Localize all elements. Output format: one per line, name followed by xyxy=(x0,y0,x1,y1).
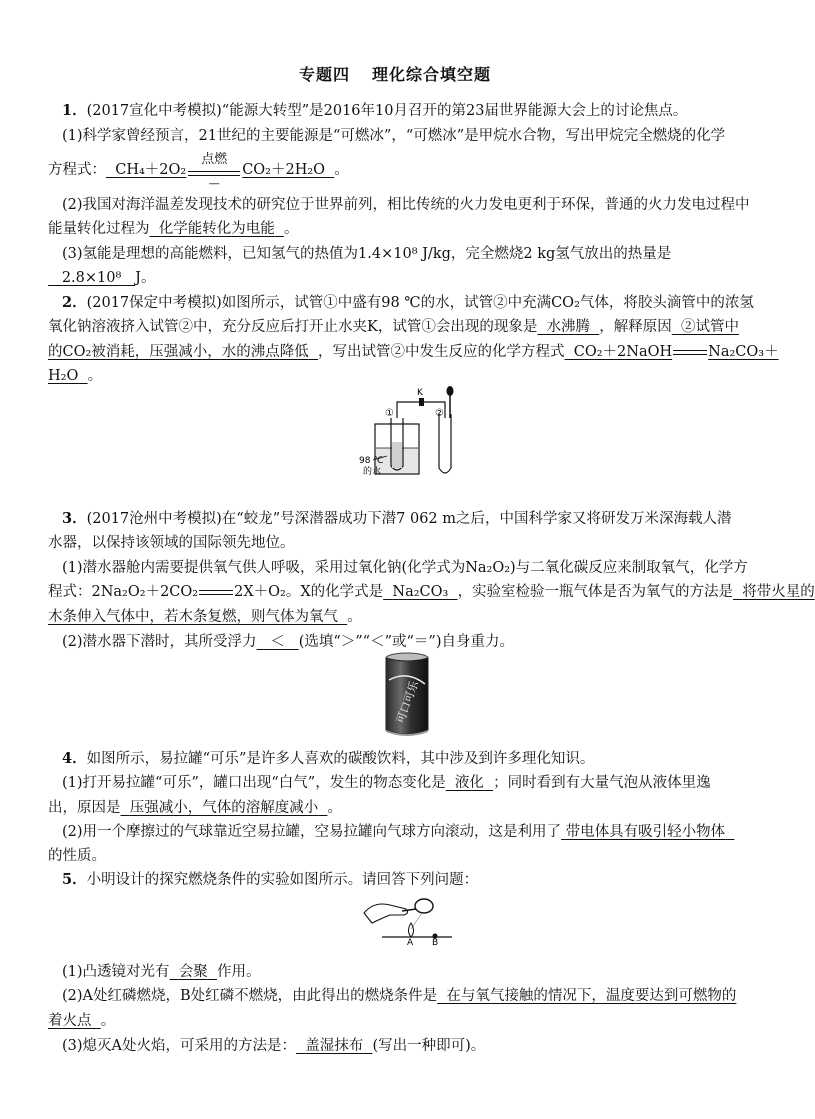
q1-part2-line2 xyxy=(48,219,748,239)
water-label-line1: 98 ℃ xyxy=(359,456,384,466)
q3-number: 3． xyxy=(62,510,87,527)
q1-part3-answer-text: 2.8×10⁸ xyxy=(61,270,122,286)
q4-cola-can-figure xyxy=(377,650,437,738)
q3-answer-2-end xyxy=(48,609,347,625)
q1-part2-answer-text: 化学能转化为电能 xyxy=(158,221,275,237)
q1-eq-left: CH₄＋2O₂ xyxy=(115,162,187,178)
q3-eq-left: 程式：2Na₂O₂＋2CO₂ xyxy=(48,584,199,600)
q4-part1-line1 xyxy=(62,773,762,793)
q3-answer-1-text: Na₂CO₃ xyxy=(392,584,449,600)
q4-answer-2-text: 压强减小，气体的溶解度减小 xyxy=(129,800,319,816)
q4-answer-1 xyxy=(446,775,493,791)
tube1-label: ① xyxy=(385,408,394,419)
q4-answer-2 xyxy=(121,800,328,816)
dropper-bulb-shape xyxy=(447,386,454,396)
q5-part1 xyxy=(62,962,762,982)
q2-line3 xyxy=(48,342,779,362)
q2-apparatus-figure xyxy=(355,384,475,484)
q5-part3-text-b: (写出一种即可)。 xyxy=(372,1038,486,1054)
q1-number: 1． xyxy=(62,102,87,119)
q2-answer-3-end xyxy=(48,368,88,384)
q5-answer-2-end-text: 着火点 xyxy=(48,1013,92,1029)
q1-part3-answer xyxy=(48,270,135,286)
q5-answer-2-start-text: 在与氧气接触的情况下，温度要达到可燃物的 xyxy=(446,988,737,1004)
q5-stem-text: 小明设计的探究燃烧条件的实验如图所示。请回答下列问题： xyxy=(86,872,479,888)
q4-stem xyxy=(62,749,762,769)
q2-answer-2-start-text: ②试管中 xyxy=(681,319,739,335)
q4-part2-line2: 的性质。 xyxy=(48,848,106,864)
q3-line1 xyxy=(62,509,762,529)
clamp-label-k: K xyxy=(417,388,423,398)
q1-part3-line1: (3)氢能是理想的高能燃料，已知氢气的热值为1.4×10⁸ J/kg，完全燃烧2 kg氢气放出的热量是 xyxy=(62,246,672,262)
clamp-shape xyxy=(419,398,424,406)
q5-part1-text-a: (1)凸透镜对光有 xyxy=(62,964,170,980)
q1-eq-end: 。 xyxy=(334,162,349,178)
q5-answer-3 xyxy=(296,1038,372,1054)
q1-part2-prefix: 能量转化过程为 xyxy=(48,221,150,237)
lens-handle-shape xyxy=(402,909,416,911)
q5-answer-3-text: 盖湿抹布 xyxy=(305,1038,364,1054)
q3-part2-text-b: (选填“＞”“＜”或“＝”)自身重力。 xyxy=(298,634,514,650)
q5-answer-2-end xyxy=(48,1013,101,1029)
q3-part1-line2 xyxy=(48,582,815,602)
q4-part1-line2-text: 出，原因是 xyxy=(48,800,121,816)
q3-answer-2-start xyxy=(733,584,815,600)
q3-part2-answer xyxy=(257,634,299,650)
q1-part2-end: 。 xyxy=(283,221,299,237)
q4-number: 4． xyxy=(62,750,87,767)
q4-part1-end: 。 xyxy=(327,800,342,816)
q1-part1-line1: (1)科学家曾经预言，21世纪的主要能源是“可燃冰”，“可燃冰”是甲烷水合物，写出甲烷完全燃烧的化学 xyxy=(62,128,726,144)
title-part-1: 专题四 xyxy=(298,65,350,84)
q5-lens-figure xyxy=(360,893,460,948)
q4-answer-3 xyxy=(561,824,734,840)
q1-eq-right: CO₂＋2H₂O xyxy=(242,162,326,178)
q3-part2 xyxy=(62,632,762,652)
q4-part1-line2 xyxy=(48,798,748,818)
q1-equation-prefix: 方程式： xyxy=(48,162,106,178)
q2-answer-2-end: 的CO₂被消耗，压强减小，水的沸点降低 xyxy=(48,344,309,360)
q3-line2: 水器，以保持该领域的国际领先地位。 xyxy=(48,535,295,551)
q5-part3 xyxy=(62,1036,762,1056)
label-a: A xyxy=(407,938,414,948)
q3-eq-right: 2X＋O₂。X的化学式是 xyxy=(234,584,384,600)
page-title xyxy=(0,62,790,85)
q1-part1-line2 xyxy=(48,152,748,190)
q1-eq-condition-text: 点燃 xyxy=(201,152,228,167)
q1-answer-equation-right xyxy=(242,162,334,178)
q2-line2-text-a: 氧化钠溶液挤入试管②中，充分反应后打开止水夹K，试管①会出现的现象是 xyxy=(48,319,538,335)
q2-line4-end: 。 xyxy=(87,368,103,384)
flame-icon xyxy=(409,923,414,937)
q5-answer-1-text: 会聚 xyxy=(178,964,208,980)
q5-part3-text-a: (3)熄灭A处火焰，可采用的方法是： xyxy=(62,1038,297,1054)
q3-part2-answer-text: ＜ xyxy=(270,634,285,650)
q2-number: 2． xyxy=(62,294,87,311)
q2-answer-2-start xyxy=(672,319,739,335)
q5-number: 5． xyxy=(62,871,87,888)
q2-line1-text: (2017保定中考模拟)如图所示，试管①中盛有98 ℃的水，试管②中充满CO₂气体，将胶头滴管中的浓氢 xyxy=(86,295,754,311)
q5-stem xyxy=(62,870,762,890)
tube1-water-shape xyxy=(392,442,402,468)
tube2-shape xyxy=(439,414,451,473)
q4-part2-text: (2)用一个摩擦过的气球靠近空易拉罐，空易拉罐向气球方向滚动，这是利用了 xyxy=(62,824,562,840)
q3-eq-equal-sign xyxy=(199,590,233,595)
q2-eq-right: Na₂CO₃＋ xyxy=(708,344,779,360)
q1-part2-line1: (2)我国对海洋温差发现技术的研究位于世界前列，相比传统的火力发电更利于环保，普通的火力发电过程中 xyxy=(62,197,750,213)
q4-part1-text-a: (1)打开易拉罐“可乐”，罐口出现“白气”，发生的物态变化是 xyxy=(62,775,446,791)
lens-shape xyxy=(415,899,433,913)
q3-answer-2-start-text: 将带火星的 xyxy=(742,584,815,600)
q3-part1-line3 xyxy=(48,607,748,627)
water-label-line2: 的水 xyxy=(363,467,382,477)
q2-line4 xyxy=(48,366,748,386)
q2-answer-3-start xyxy=(565,344,673,360)
q2-line2 xyxy=(48,317,748,337)
q1-part3-line2 xyxy=(48,268,748,288)
label-b: B xyxy=(432,938,439,948)
tube2-label: ② xyxy=(435,408,444,419)
title-part-2: 理化综合填空题 xyxy=(372,65,492,84)
q5-part2-line1 xyxy=(62,986,762,1006)
q4-part2-line1 xyxy=(62,822,762,842)
q5-answer-1 xyxy=(170,964,217,980)
q2-eq-equal-sign xyxy=(673,350,707,355)
q3-part2-text-a: (2)潜水器下潜时，其所受浮力 xyxy=(62,634,257,650)
q1-stem-text: (2017宣化中考模拟)“能源大转型”是2016年10月召开的第23届世界能源大会上的讨论焦点。 xyxy=(86,103,688,119)
q3-line1-text: (2017沧州中考模拟)在“蛟龙”号深潜器成功下潜7 062 m之后，中国科学家又将研发万米深海载人潜 xyxy=(86,511,732,527)
q3-answer-2-end-text: 木条伸入气体中，若木条复燃，则气体为氧气 xyxy=(48,609,338,625)
q1-part2-answer xyxy=(150,221,284,237)
can-logo-text: 可口可乐 xyxy=(393,679,422,726)
hand-shape xyxy=(364,904,408,923)
q1-reaction-condition xyxy=(186,152,242,190)
q4-part1-text-b: ；同时看到有大量气泡从液体里逸 xyxy=(493,775,711,791)
q2-answer-2-pad xyxy=(309,344,318,360)
q2-answer-1 xyxy=(537,319,599,335)
q5-part2-line2 xyxy=(48,1011,748,1031)
q1-part3-end: J。 xyxy=(135,270,156,286)
q3-part1-line1: (1)潜水器舱内需要提供氧气供人呼吸，采用过氧化钠(化学式为Na₂O₂)与二氧化碳反应来制取氧气，化学方 xyxy=(62,560,748,576)
q5-answer-2-start xyxy=(437,988,736,1004)
q1-eq-condition-below: — xyxy=(208,177,220,190)
q3-part1-end: 。 xyxy=(347,609,362,625)
q4-answer-1-text: 液化 xyxy=(454,775,484,791)
q3-part1-text-c: ，实验室检验一瓶气体是否为氧气的方法是 xyxy=(457,584,734,600)
q4-answer-3-text: 带电体具有吸引轻小物体 xyxy=(565,824,726,840)
q4-stem-text: 如图所示，易拉罐“可乐”是许多人喜欢的碳酸饮料，其中涉及到许多理化知识。 xyxy=(86,751,595,767)
q2-answer-1-text: 水沸腾 xyxy=(546,319,591,335)
q2-eq-left: CO₂＋2NaOH xyxy=(573,344,673,360)
q5-part2-end: 。 xyxy=(100,1013,116,1029)
q1-answer-equation xyxy=(106,162,186,178)
q5-part1-text-b: 作用。 xyxy=(216,964,261,980)
q2-eq-end-text: H₂O xyxy=(48,368,79,384)
q2-line1 xyxy=(62,293,762,313)
q1-stem xyxy=(62,101,762,121)
q3-answer-1 xyxy=(383,584,457,600)
q2-line3-text: ，写出试管②中发生反应的化学方程式 xyxy=(318,344,565,360)
q2-line2-text-b: ，解释原因 xyxy=(599,319,672,335)
q5-part2-text: (2)A处红磷燃烧，B处红磷不燃烧，由此得出的燃烧条件是 xyxy=(62,988,438,1004)
